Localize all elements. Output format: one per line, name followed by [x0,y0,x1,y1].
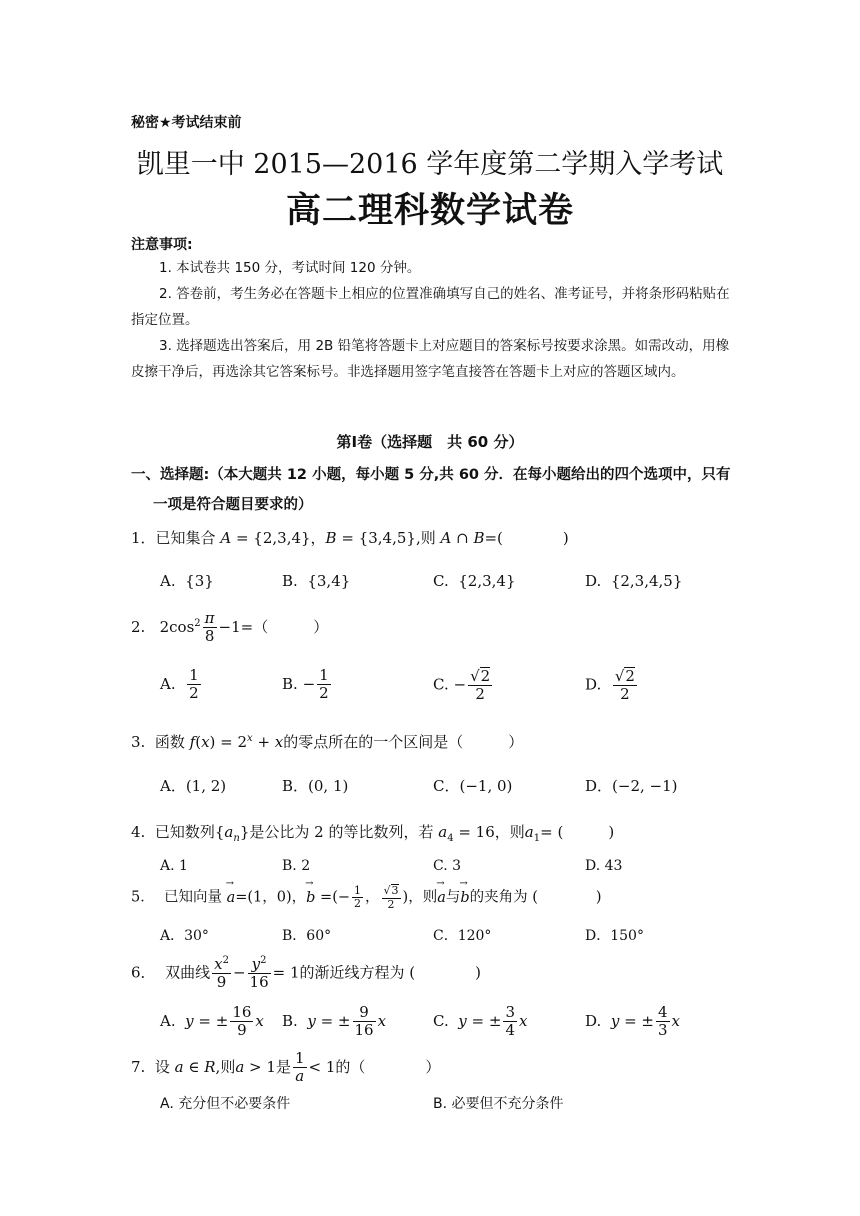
q4-option-d: D. 43 [585,858,623,874]
q4-option-a: A. 1 [160,858,188,874]
question-5: 5． 已知向量 → a=(1，0)，→ b =(− $\frac{1}{2}$ ， $\frac{√3}{2}$ )，则→ a与→ b的夹角为 ( ) [131,884,602,911]
question-1: 1．已知集合 A = {2,3,4}，B = {3,4,5},则 A ∩ B=( ) [131,529,569,547]
q2-option-a: A. $\frac{1}{2}$ [160,666,199,703]
part-heading-line1: 一、选择题:（本大题共 12 小题，每小题 5 分,共 60 分．在每小题给出的四个选项中，只有 [131,467,731,483]
question-number: 6． [131,963,156,982]
q3-option-d: D．(−2, −1) [585,777,678,795]
notice-item-3: 3. 选择题选出答案后，用 2B 铅笔将答题卡上对应题目的答案标号按要求涂黑。如需改动，用橡皮擦干净后，再选涂其它答案标号。非选择题用签字笔直接答在答题卡上对应的答题区域内。 [131,338,730,380]
q1-option-b: B. {3,4} [282,572,351,590]
question-number: 3. [131,733,146,751]
q4-option-b: B. 2 [282,858,311,874]
notice-item-1: 1. 本试卷共 150 分，考试时间 120 分钟。 [159,260,421,276]
q2-option-b: B. − $\frac{1}{2}$ [282,666,329,703]
question-6: 6． 双曲线 $\frac{x^2}{9}$ − $\frac{y^2}{16}$ = 1的渐近线方程为 ( ) [131,955,481,992]
q6-option-b: B. y = ± $\frac{9}{16}$ x [282,1003,387,1040]
part-heading-line2: 一项是符合题目要求的） [153,497,313,513]
q6-option-c: C. y = ± $\frac{3}{4}$ x [433,1003,528,1040]
question-2: 2. $2\cos^2$ $\frac{\pi}{8}$ −1=（ ） [131,609,329,646]
question-number: 4. [131,823,146,841]
q1-option-c: C. {2,3,4} [433,572,516,590]
q5-option-c: C．120° [433,928,492,944]
q5-option-a: A．30° [160,928,209,944]
question-number: 2. [131,617,146,636]
secret-label: 秘密★考试结束前 [131,115,242,131]
question-4: 4. 已知数列$\{a_n\}$是公比为 2 的等比数列，若 $a_4 = 16$，则$a_1=$ ( ) [131,823,615,844]
question-number: 1． [131,529,156,547]
q7-option-b: B. 必要但不充分条件 [433,1096,564,1112]
q5-option-b: B．60° [282,928,332,944]
q3-option-a: A．(1, 2) [160,777,227,795]
question-3: 3. 函数 $f(x) = 2^x + x$的零点所在的一个区间是（ ） [131,733,524,751]
q4-option-c: C. 3 [433,858,462,874]
q3-option-c: C．(−1, 0) [433,777,513,795]
part-heading [131,460,751,520]
exam-title: 凯里一中 2015—2016 学年度第二学期入学考试 [136,149,724,180]
exam-subtitle: 高二理科数学试卷 [285,191,574,231]
q2-option-c: C. − $\frac{√2}{2}$ [433,667,491,704]
q2-option-d: D. $\frac{√2}{2}$ [585,667,635,704]
question-number: 7. [131,1057,146,1076]
q3-option-b: B．(0, 1) [282,777,349,795]
q7-option-a: A. 充分但不必要条件 [160,1096,291,1112]
q1-option-d: D. {2,3,4,5} [585,572,683,590]
q6-option-a: A. y = ± $\frac{16}{9}$ x [160,1003,264,1040]
question-7: 7. 设 a ∈ R,则a > 1是 $\frac{1}{a}$ < 1的（ ） [131,1049,441,1086]
q5-option-d: D．150° [585,928,644,944]
notice-item-2: 2. 答卷前，考生务必在答题卡上相应的位置准确填写自己的姓名、准考证号，并将条形码粘贴在指定位置。 [131,286,730,328]
q1-option-a: A. {3} [160,572,214,590]
q6-option-d: D. y = ± $\frac{4}{3}$ x [585,1003,680,1040]
section-title: 第Ⅰ卷（选择题 共 60 分） [336,433,524,451]
notice-heading: 注意事项: [131,237,193,253]
question-number: 5． [131,889,155,906]
